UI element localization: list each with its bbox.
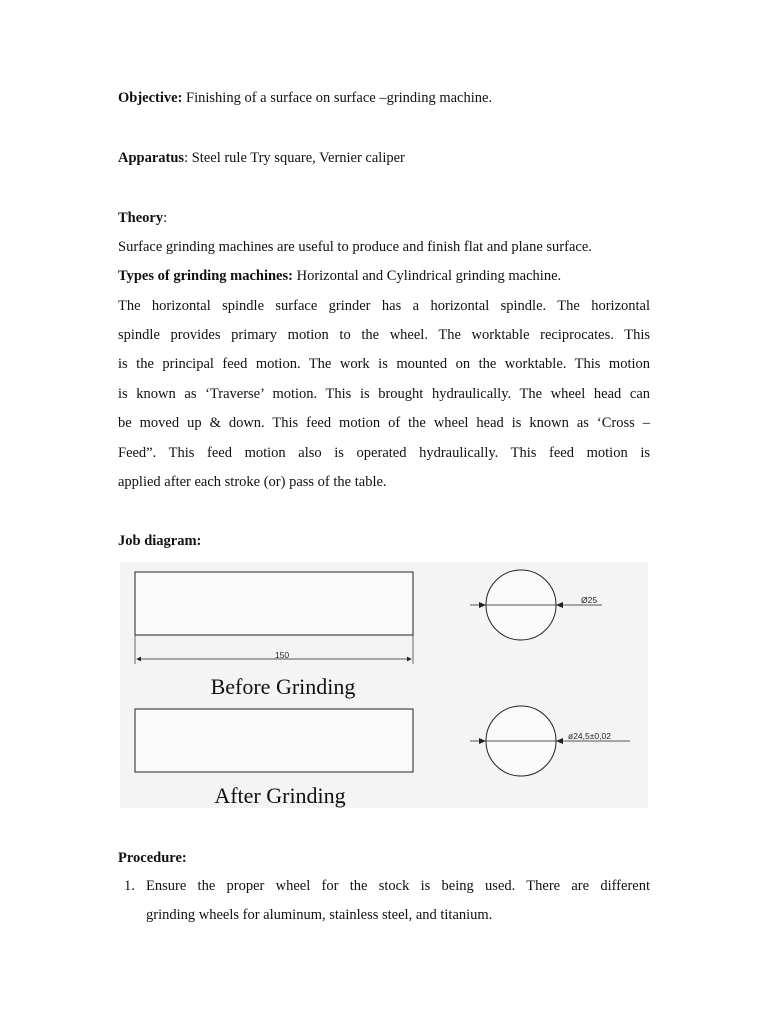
theory-paragraph-line: spindle provides primary motion to the wheel. The worktable reciprocates. This xyxy=(118,327,650,343)
procedure-item-line: Ensure the proper wheel for the stock is being used. There are different xyxy=(146,878,650,894)
types-text: Horizontal and Cylindrical grinding machine. xyxy=(292,268,562,284)
diameter-before-arrow-right xyxy=(556,602,563,608)
procedure-label: Procedure: xyxy=(118,850,187,866)
types-line xyxy=(118,266,650,286)
theory-colon: : xyxy=(163,210,168,226)
diameter-after-arrow-left xyxy=(479,738,486,744)
diameter-before-arrow-left xyxy=(479,602,486,608)
theory-paragraph-line: is known as ‘Traverse’ motion. This is brought hydraulically. The wheel head can xyxy=(118,386,650,402)
theory-paragraph-line: is the principal feed motion. The work is mounted on the worktable. This motion xyxy=(118,356,650,372)
theory-label: Theory xyxy=(118,210,164,226)
objective-label: Objective: xyxy=(118,90,183,106)
theory-paragraph-line: Feed”. This feed motion also is operated hydraulically. This feed motion is xyxy=(118,445,650,461)
diameter-after-label: ø24,5±0,02 xyxy=(568,731,611,741)
theory-paragraph-line: applied after each stroke (or) pass of the table. xyxy=(118,474,387,490)
job-diagram-heading xyxy=(118,531,650,551)
procedure-item-number: 1. xyxy=(124,878,135,894)
diameter-before-label: Ø25 xyxy=(581,595,598,605)
procedure-heading xyxy=(118,848,650,868)
length-dimension-label: 150 xyxy=(274,650,290,660)
workpiece-after-rect xyxy=(135,709,413,772)
apparatus-text: : Steel rule Try square, Vernier caliper xyxy=(184,150,405,166)
after-grinding-caption: After Grinding xyxy=(214,783,346,808)
objective-text: Finishing of a surface on surface –grinding machine. xyxy=(182,90,493,106)
procedure-item-line: grinding wheels for aluminum, stainless steel, and titanium. xyxy=(146,907,493,923)
apparatus-label: Apparatus xyxy=(118,150,185,166)
objective-line xyxy=(118,88,650,108)
diameter-after-arrow-right xyxy=(556,738,563,744)
apparatus-line xyxy=(118,148,650,168)
before-grinding-caption: Before Grinding xyxy=(210,674,356,699)
job-diagram-figure xyxy=(120,562,648,808)
theory-paragraph-line: be moved up & down. This feed motion of the wheel head is known as ‘Cross – xyxy=(118,415,650,431)
workpiece-before-rect xyxy=(135,572,413,635)
job-diagram-label: Job diagram: xyxy=(118,533,202,549)
theory-intro: Surface grinding machines are useful to produce and finish flat and plane surface. xyxy=(118,239,592,255)
types-label: Types of grinding machines: xyxy=(118,268,293,284)
theory-paragraph-line: The horizontal spindle surface grinder has a horizontal spindle. The horizontal xyxy=(118,298,650,314)
theory-heading xyxy=(118,208,650,228)
